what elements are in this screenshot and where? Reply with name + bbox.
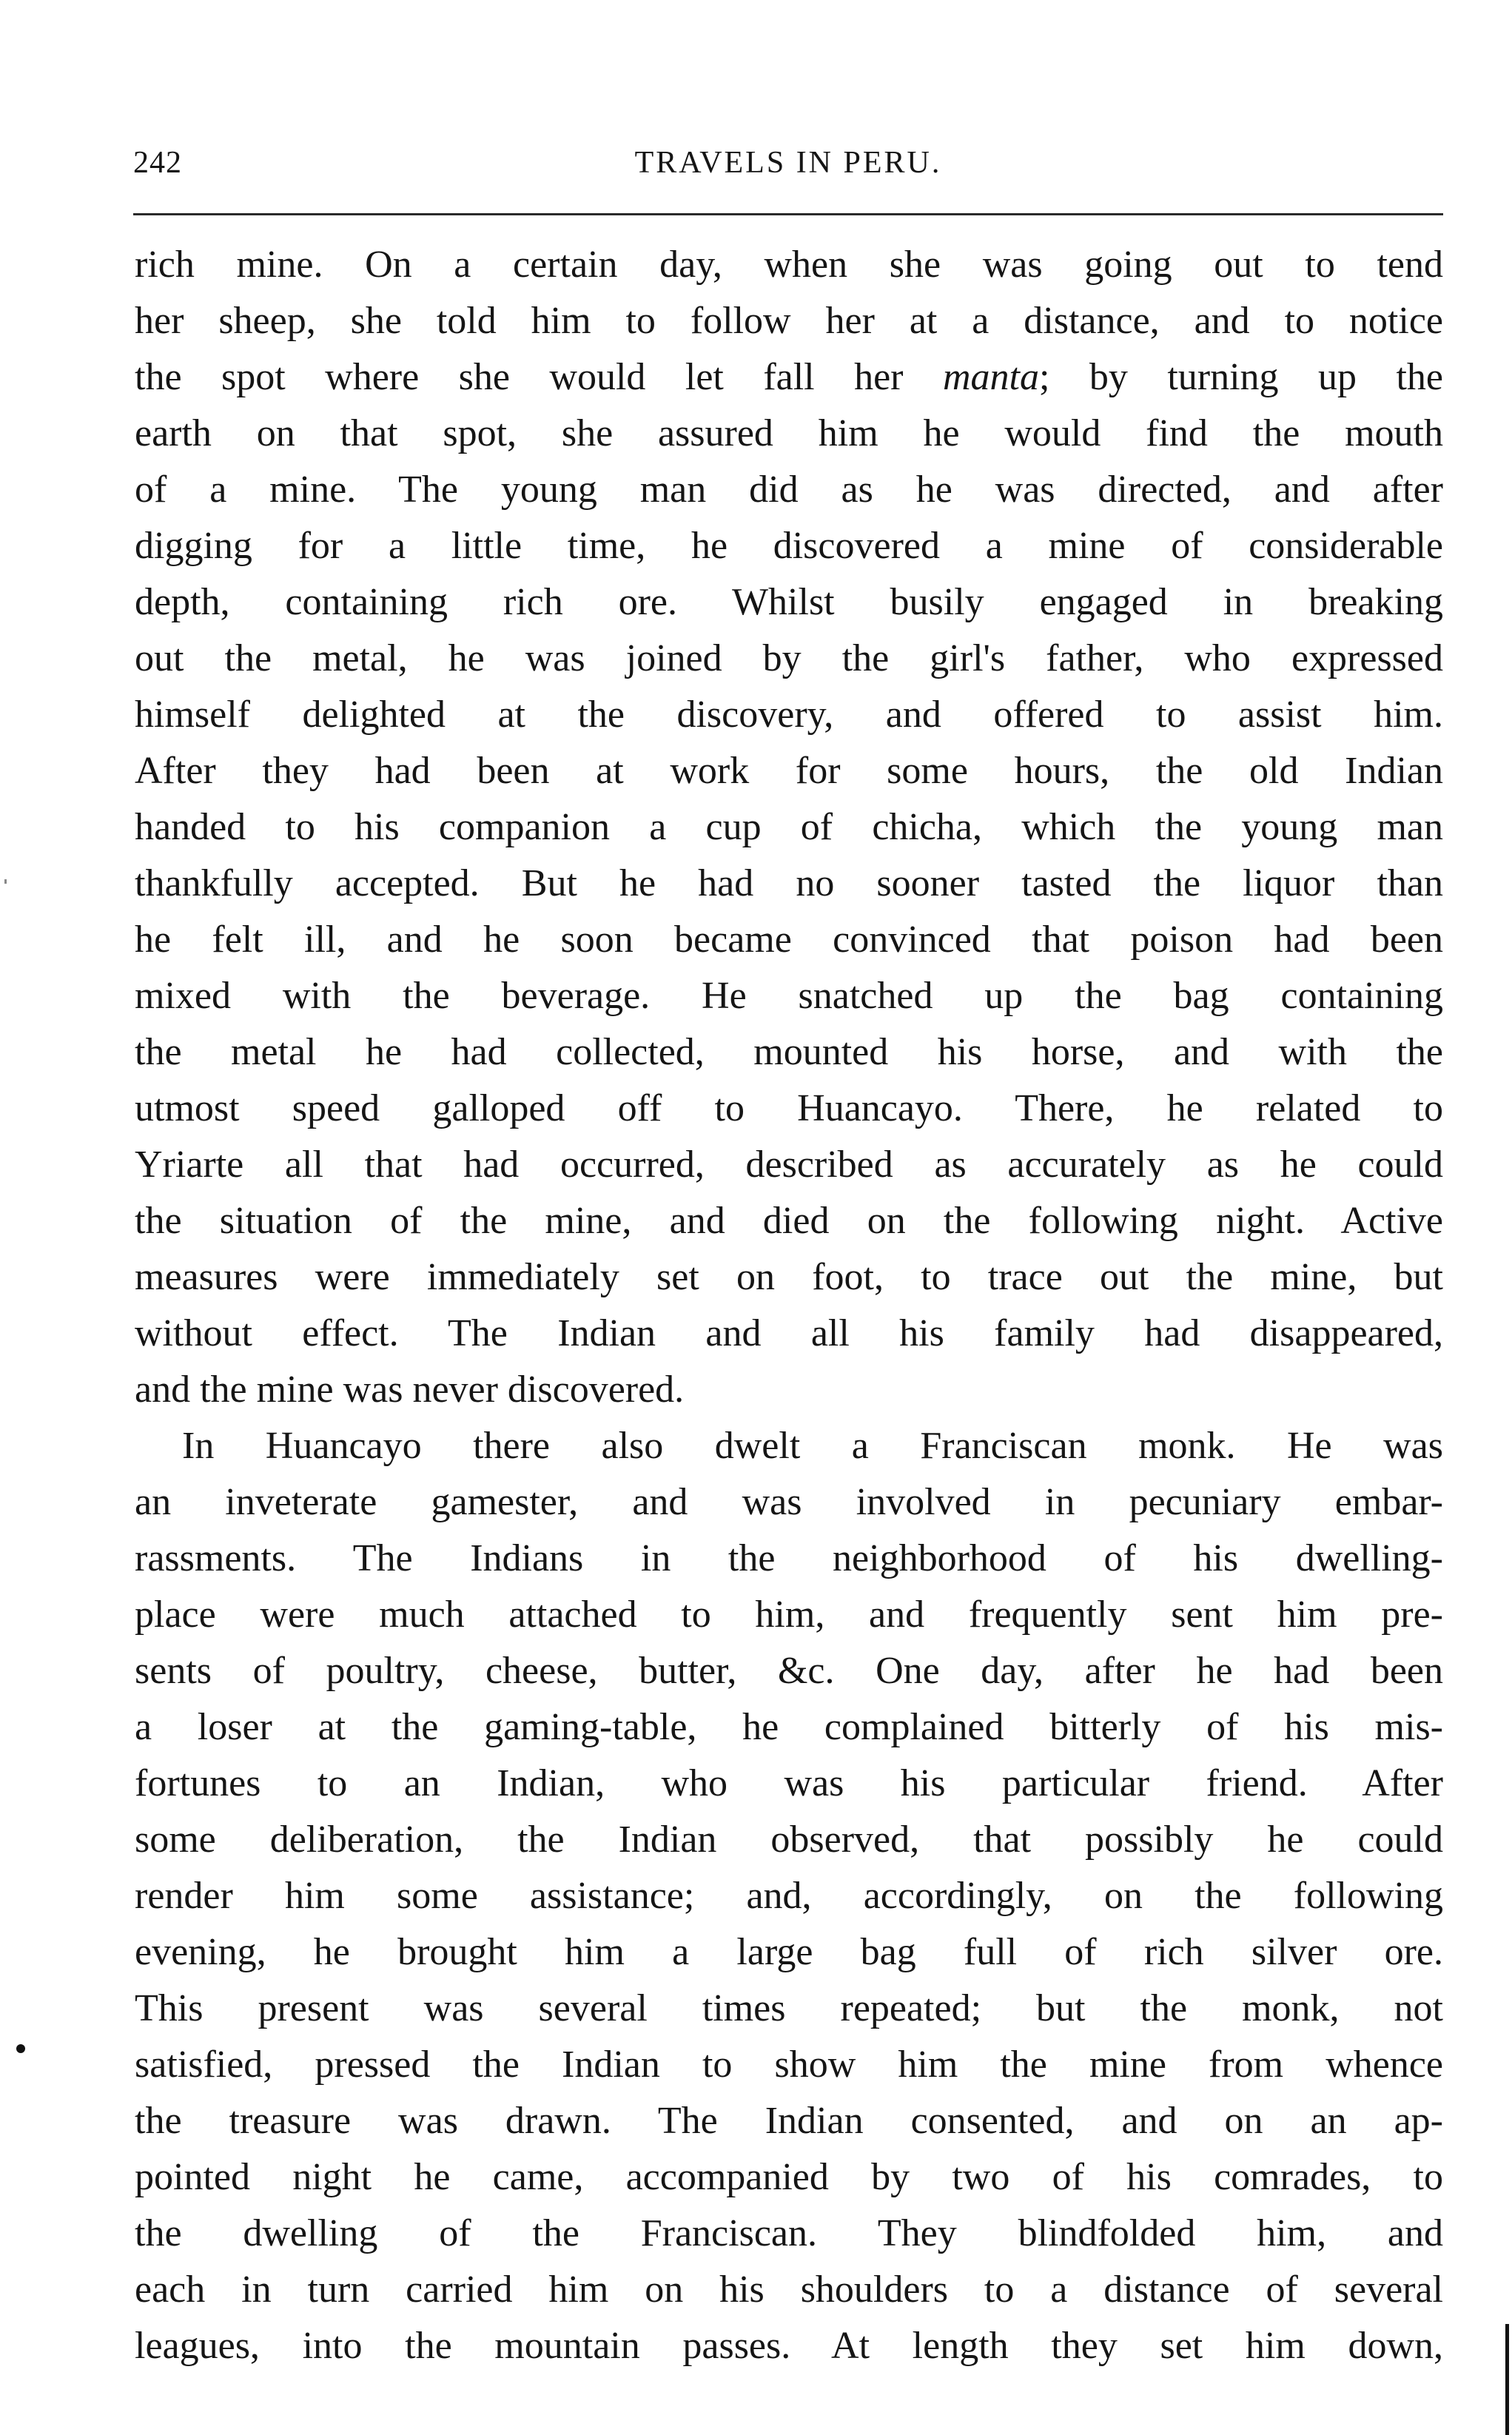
running-head (133, 145, 1443, 197)
text-line: each in turn carried him on his shoulders to a distance of several (135, 2268, 1443, 2311)
text-line: without effect. The Indian and all his family had disappeared, (135, 1312, 1443, 1354)
body-text (135, 237, 1443, 2374)
text-line: he felt ill, and he soon became convinced that poison had been (135, 918, 1443, 961)
paragraph-start-line: In Huancayo there also dwelt a Franciscan monk. He was (182, 1425, 1443, 1467)
text-line: himself delighted at the discovery, and offered to assist him. (135, 693, 1443, 736)
text-line: thankfully accepted. But he had no sooner tasted the liquor than (135, 862, 1443, 904)
text-line: the dwelling of the Franciscan. They blindfolded him, and (135, 2212, 1443, 2254)
text-line: her sheep, she told him to follow her at a distance, and to notice (135, 300, 1443, 342)
text-line: rassments. The Indians in the neighborhood of his dwelling- (135, 1537, 1443, 1579)
text-line: a loser at the gaming-table, he complained bitterly of his mis- (135, 1706, 1443, 1748)
text-line: leagues, into the mountain passes. At length they set him down, (135, 2325, 1443, 2367)
text-line: an inveterate gamester, and was involved in pecuniary embar- (135, 1481, 1443, 1523)
text-line: place were much attached to him, and frequently sent him pre- (135, 1593, 1443, 1636)
scan-speck (16, 2044, 25, 2053)
text-line: earth on that spot, she assured him he would find the mouth (135, 412, 1443, 454)
text-line: fortunes to an Indian, who was his particular friend. After (135, 1762, 1443, 1804)
text-line: This present was several times repeated; but the monk, not (135, 1987, 1443, 2029)
text-line: depth, containing rich ore. Whilst busily engaged in breaking (135, 581, 1443, 623)
paragraph-end-line: and the mine was never discovered. (135, 1368, 685, 1411)
text-segment: the spot where she would let fall her (135, 356, 943, 398)
text-line: After they had been at work for some hours, the old Indian (135, 750, 1443, 792)
text-line: render him some assistance; and, accordingly, on the following (135, 1875, 1443, 1917)
text-line: some deliberation, the Indian observed, that possibly he could (135, 1818, 1443, 1861)
text-line: out the metal, he was joined by the girl's father, who expressed (135, 637, 1443, 679)
text-line: digging for a little time, he discovered a mine of considerable (135, 525, 1443, 567)
text-line: handed to his companion a cup of chicha, which the young man (135, 806, 1443, 848)
scan-speck (4, 879, 7, 884)
text-line: pointed night he came, accompanied by two of his comrades, to (135, 2156, 1443, 2198)
running-title: TRAVELS IN PERU. (634, 146, 942, 180)
text-line: measures were immediately set on foot, to trace out the mine, but (135, 1256, 1443, 1298)
text-line: utmost speed galloped off to Huancayo. There, he related to (135, 1087, 1443, 1129)
text-segment: ; by turning up the (1038, 356, 1444, 398)
text-line: evening, he brought him a large bag full of rich silver ore. (135, 1931, 1443, 1973)
text-line: mixed with the beverage. He snatched up the bag containing (135, 975, 1443, 1017)
text-line: of a mine. The young man did as he was directed, and after (135, 468, 1443, 511)
text-line: Yriarte all that had occurred, described as accurately as he could (135, 1143, 1443, 1186)
page-number: 242 (133, 146, 182, 180)
text-line-with-italic (135, 349, 1443, 406)
text-line: satisfied, pressed the Indian to show him the mine from whence (135, 2043, 1443, 2086)
text-line: the treasure was drawn. The Indian consented, and on an ap- (135, 2100, 1443, 2142)
text-line: rich mine. On a certain day, when she was going out to tend (135, 243, 1443, 286)
text-line: the metal he had collected, mounted his horse, and with the (135, 1031, 1443, 1073)
text-line: sents of poultry, cheese, butter, &c. One day, after he had been (135, 1650, 1443, 1692)
header-rule (133, 213, 1443, 215)
page-edge-mark (1505, 2324, 1509, 2435)
italic-word: manta (942, 356, 1039, 398)
text-line: the situation of the mine, and died on the following night. Active (135, 1200, 1443, 1242)
